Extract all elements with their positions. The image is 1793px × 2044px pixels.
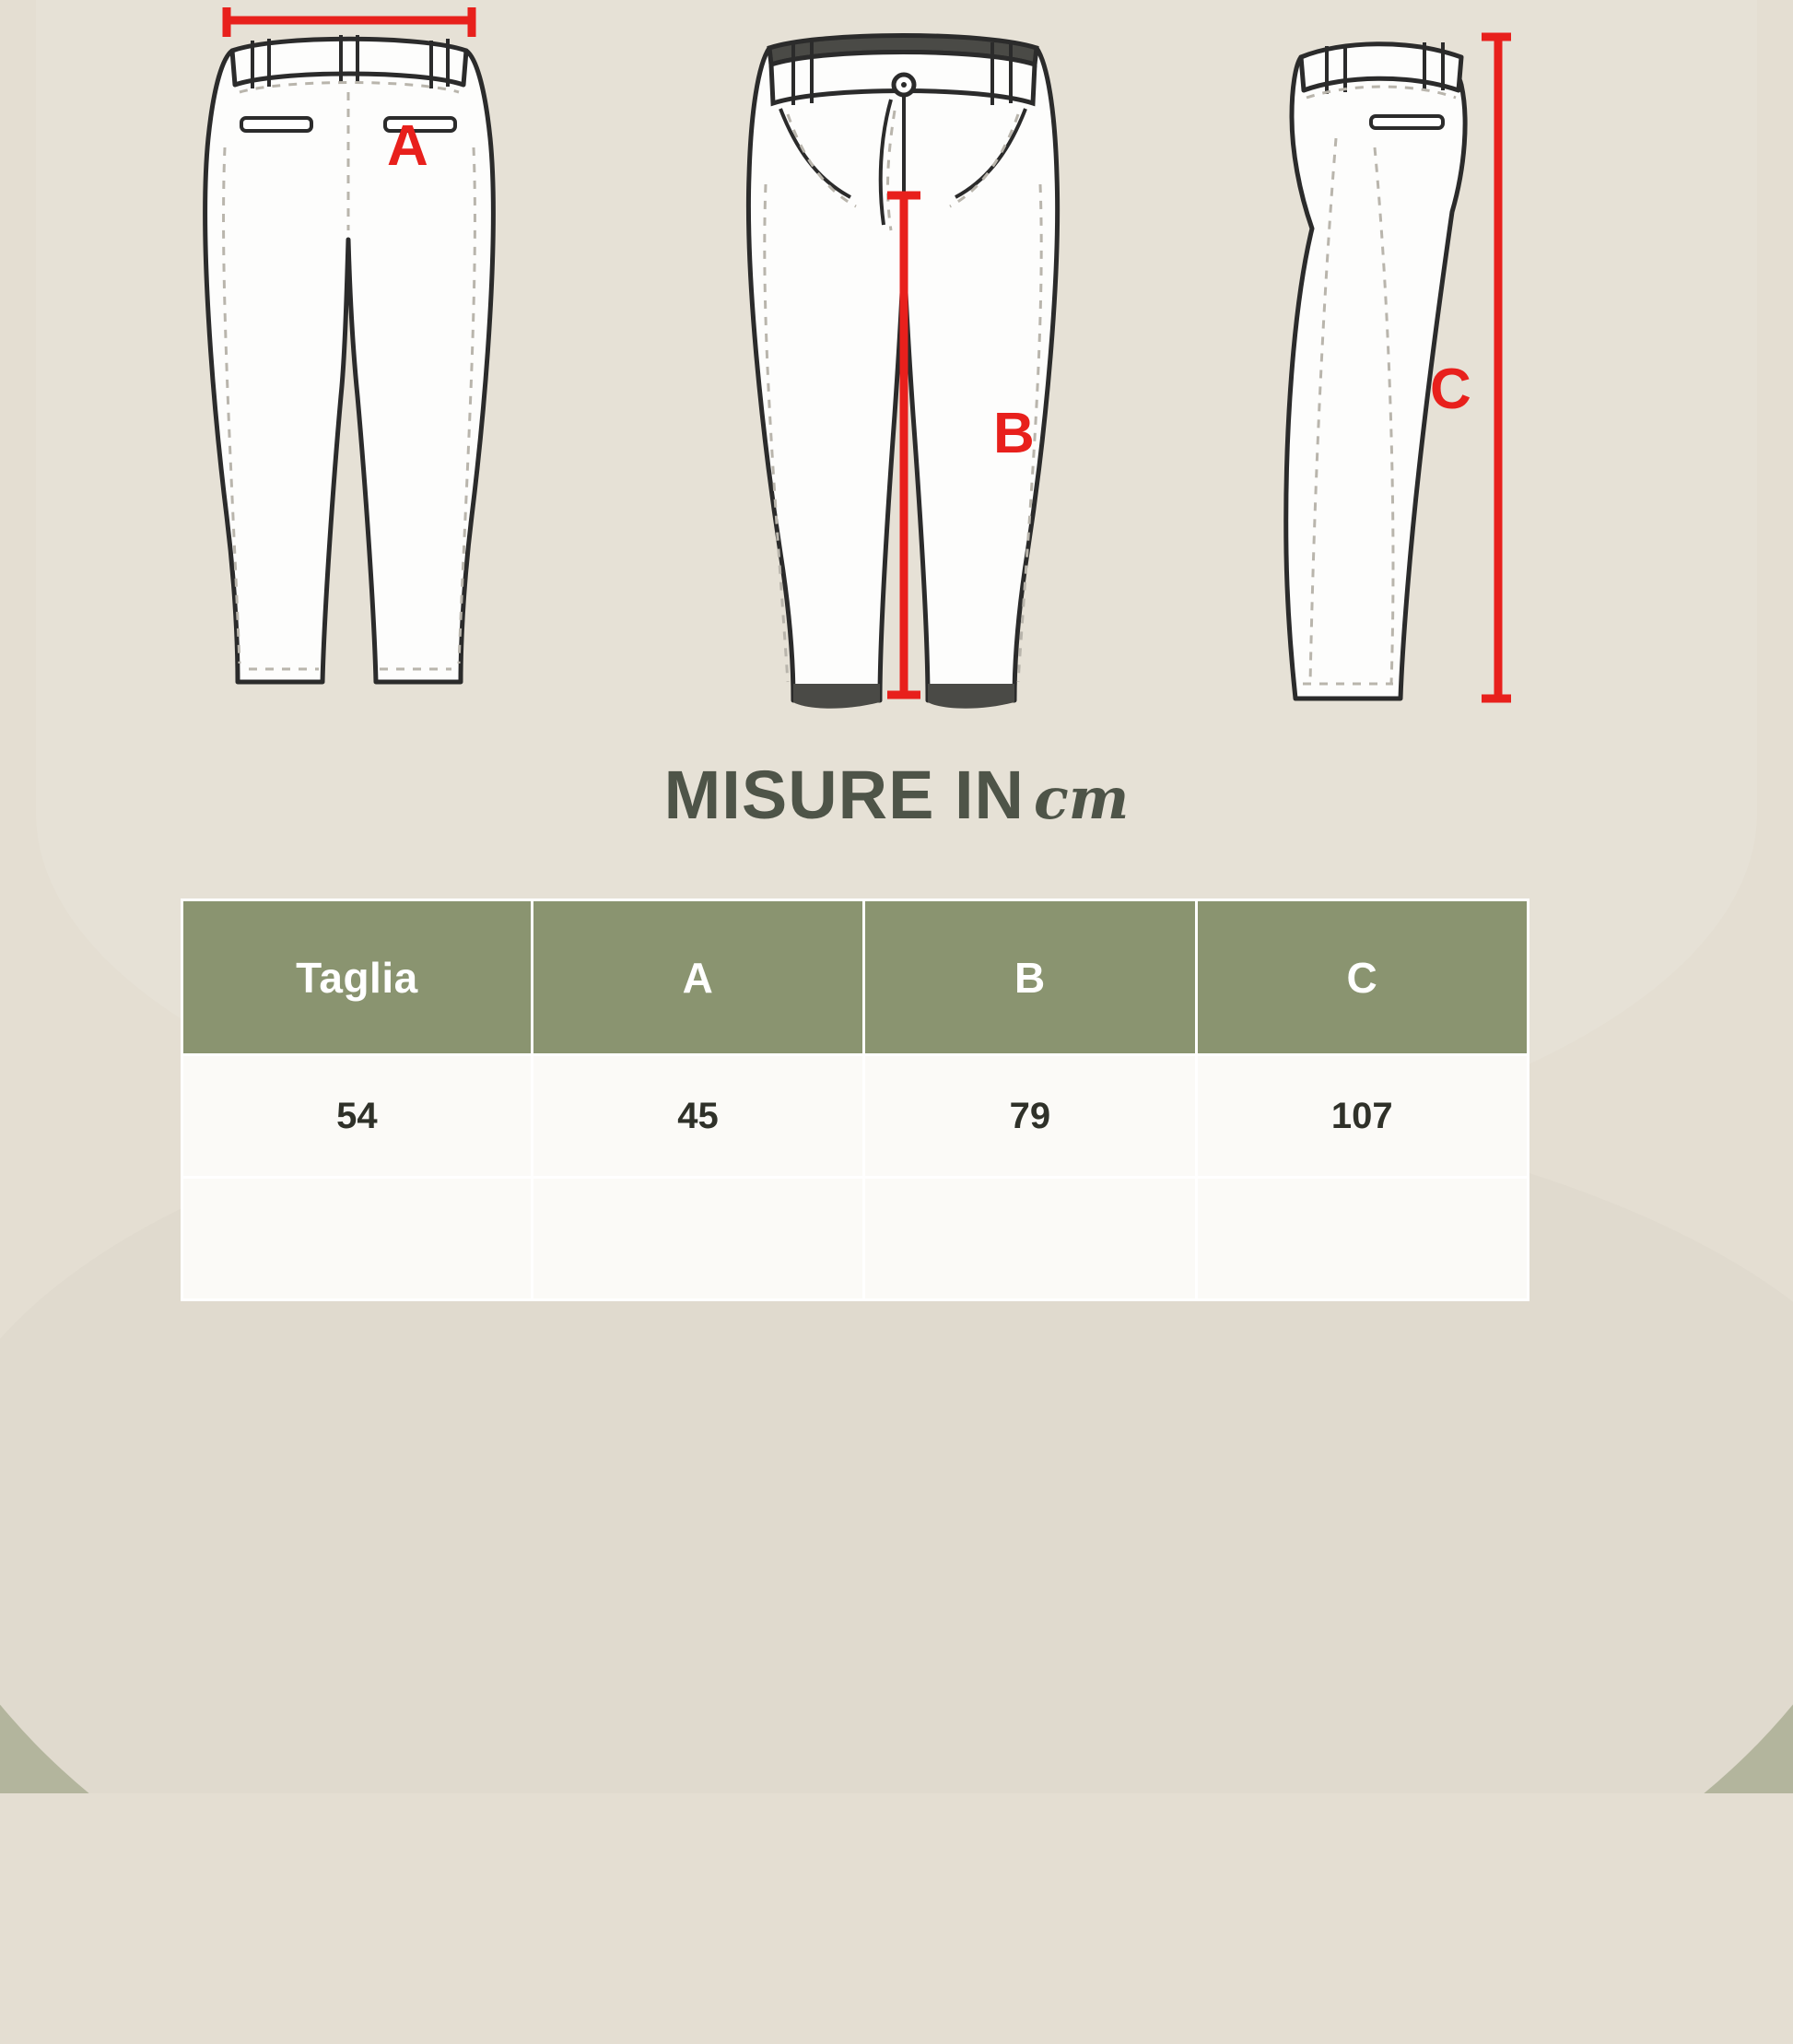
measure-line-a xyxy=(227,7,472,37)
title-text: MISURE IN xyxy=(663,757,1025,833)
trousers-front-view xyxy=(184,0,516,737)
marker-label-b: B xyxy=(993,402,1035,465)
cell-b: 79 xyxy=(864,1055,1196,1178)
column-header-b: B xyxy=(864,900,1196,1055)
cell-size: 54 xyxy=(182,1055,533,1178)
trousers-diagram xyxy=(0,0,1793,756)
size-table xyxy=(181,899,1529,1301)
size-table-container xyxy=(181,899,1529,1301)
measure-line-c xyxy=(1482,37,1511,699)
cell-size-empty xyxy=(182,1178,533,1300)
column-header-c: C xyxy=(1196,900,1528,1055)
trousers-side-view xyxy=(1272,0,1511,737)
table-row xyxy=(182,1055,1529,1178)
cell-b-empty xyxy=(864,1178,1196,1300)
marker-label-a: A xyxy=(387,114,428,178)
table-header-row xyxy=(182,900,1529,1055)
cell-a: 45 xyxy=(532,1055,863,1178)
table-row xyxy=(182,1178,1529,1300)
column-header-taglia: Taglia xyxy=(182,900,533,1055)
trousers-back-view xyxy=(732,0,1073,737)
column-header-a: A xyxy=(532,900,863,1055)
cell-a-empty xyxy=(532,1178,863,1300)
cell-c: 107 xyxy=(1196,1055,1528,1178)
page-title xyxy=(0,756,1793,834)
cell-c-empty xyxy=(1196,1178,1528,1300)
title-unit: cm xyxy=(1034,765,1130,832)
marker-label-c: C xyxy=(1430,358,1471,421)
